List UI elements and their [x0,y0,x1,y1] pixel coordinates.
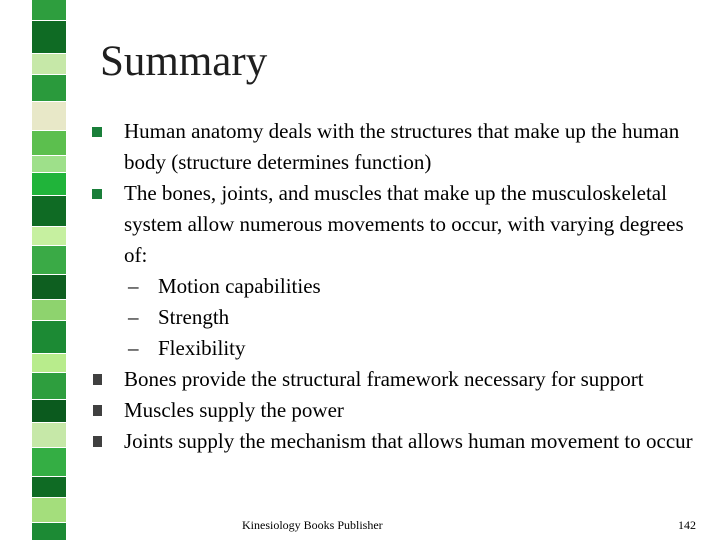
stripe-block [32,20,66,52]
bullet-text: Human anatomy deals with the structures that make up the human body (structure determines function) [124,119,680,174]
stripe-block [32,172,66,195]
bullet-text: Bones provide the structural framework necessary for support [124,367,644,391]
bullet-item [86,364,696,395]
bullet-list [86,116,696,457]
green-square-bullet-icon [86,178,108,209]
sub-bullet-item [86,271,696,302]
dash-icon: – [128,336,139,360]
dash-icon: – [128,305,139,329]
bullet-item [86,426,696,457]
stripe-block [32,155,66,173]
stripe-block [32,372,66,399]
sub-bullet-item [86,302,696,333]
gray-square-bullet-icon [86,395,108,426]
stripe-block [32,53,66,74]
stripe-block [32,422,66,447]
page-number: 142 [678,518,696,532]
stripe-block [32,497,66,522]
stripe-block [32,320,66,352]
bullet-item [86,116,696,178]
bullet-text: Joints supply the mechanism that allows human movement to occur [124,429,693,453]
stripe-block [32,476,66,497]
footer-publisher: Kinesiology Books Publisher [242,518,383,532]
stripe-block [32,245,66,274]
sub-bullet-text: Motion capabilities [158,274,321,298]
sub-bullet-text: Flexibility [158,336,246,360]
decorative-stripe [32,0,66,540]
stripe-block [32,274,66,299]
stripe-block [32,74,66,101]
slide-title: Summary [100,38,268,85]
stripe-block [32,399,66,422]
bullet-text: The bones, joints, and muscles that make up the musculoskeletal system allow numerous movements to occur, with varying degrees of: [124,181,684,267]
sub-bullet-text: Strength [158,305,230,329]
gray-square-bullet-icon [86,364,108,395]
stripe-block [32,130,66,155]
stripe-block [32,353,66,372]
stripe-block [32,226,66,245]
stripe-block [32,447,66,476]
stripe-block [32,101,66,130]
stripe-block [32,299,66,320]
stripe-block [32,522,66,540]
stripe-block [32,0,66,20]
gray-square-bullet-icon [86,426,108,457]
stripe-block [32,195,66,226]
bullet-text: Muscles supply the power [124,398,344,422]
sub-bullet-item [86,333,696,364]
dash-icon: – [128,274,139,298]
bullet-item [86,395,696,426]
green-square-bullet-icon [86,116,108,147]
bullet-item [86,178,696,271]
